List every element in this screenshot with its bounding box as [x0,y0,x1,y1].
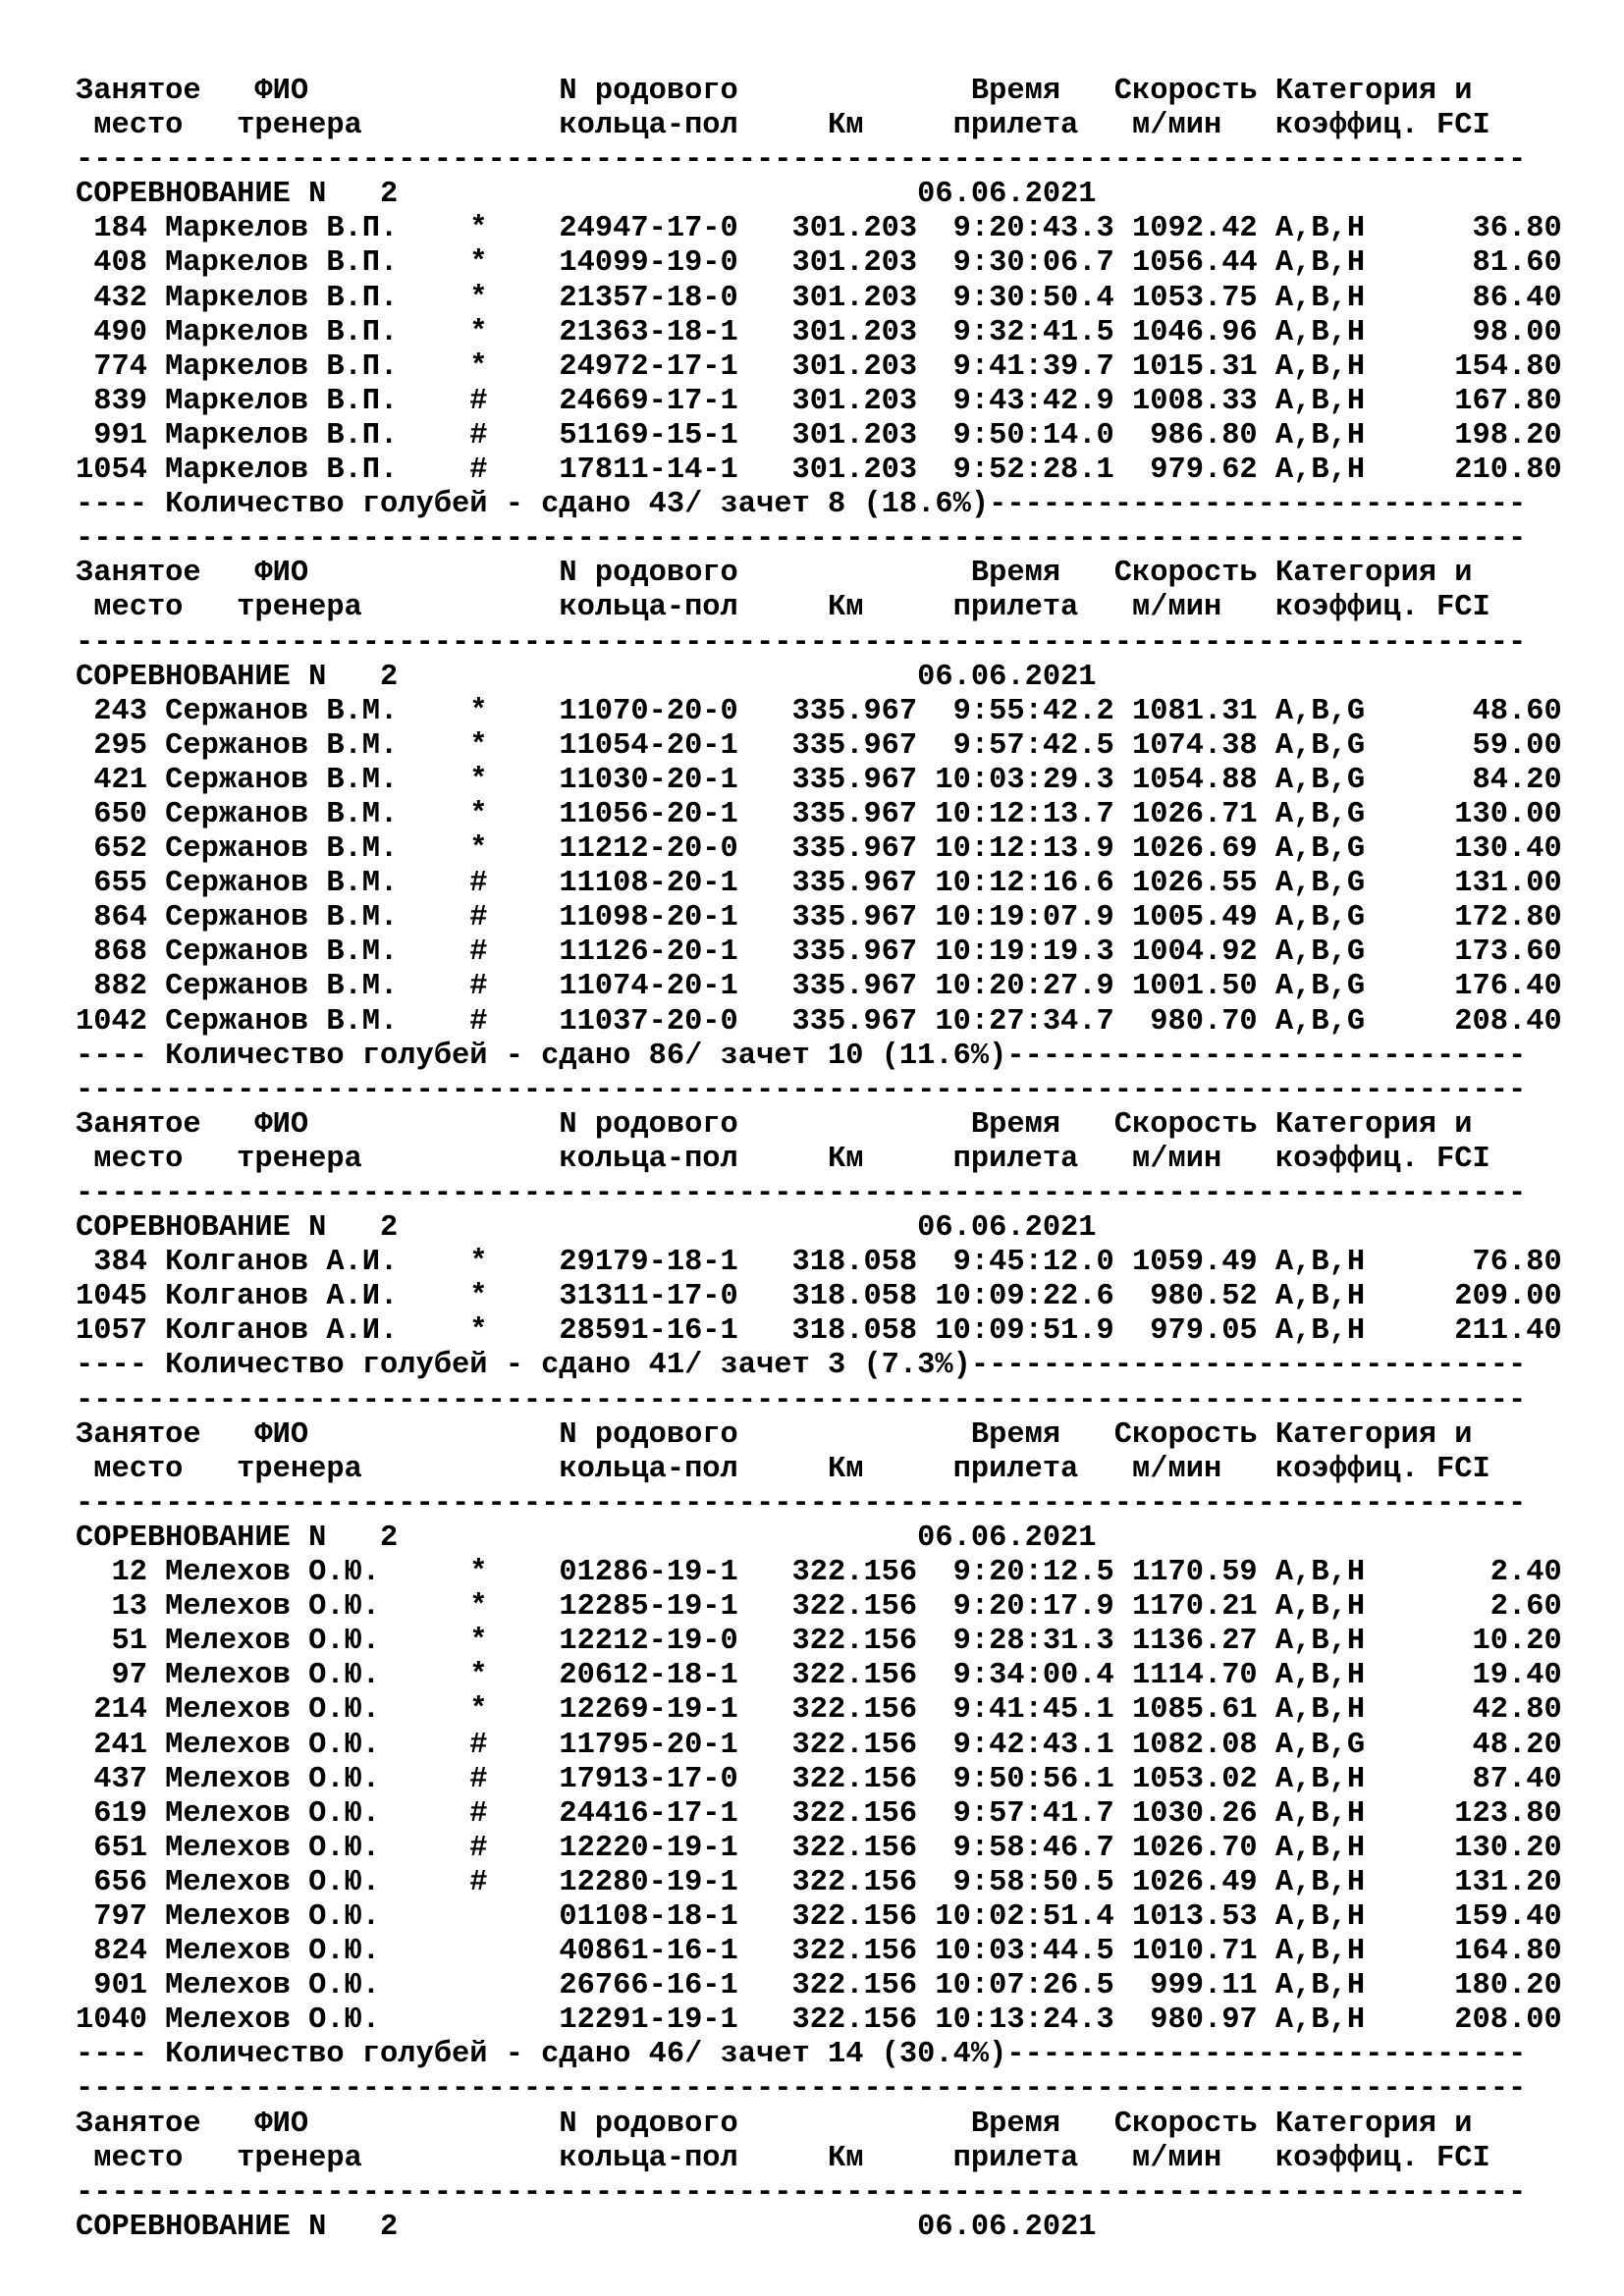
result-row: 214 Мелехов О.Ю. * 12269-19-1 322.156 9:41:45.1 1085.61 A,B,H 42.80 [76,1693,1562,1728]
result-row: 184 Маркелов В.П. * 24947-17-0 301.203 9:20:43.3 1092.42 A,B,H 36.80 [76,212,1562,246]
separator-line: --------------------------------------------------------------------------------- [76,625,1527,660]
separator-line: --------------------------------------------------------------------------------- [76,2175,1527,2210]
result-row: 490 Маркелов В.П. * 21363-18-1 301.203 9:32:41.5 1046.96 A,B,H 98.00 [76,315,1562,349]
result-row: 797 Мелехов О.Ю. 01108-18-1 322.156 10:02:51.4 1013.53 A,B,H 159.40 [76,1899,1562,1934]
result-row: 991 Маркелов В.П. # 51169-15-1 301.203 9:50:14.0 986.80 A,B,H 198.20 [76,418,1562,453]
result-row: 13 Мелехов О.Ю. * 12285-19-1 322.156 9:20:17.9 1170.21 A,B,H 2.60 [76,1590,1562,1625]
column-header: место тренера кольца-пол Км прилета м/мин коэффиц. FCI [76,2141,1490,2175]
summary-line: ---- Количество голубей - сдано 43/ зачет 8 (18.6%)------------------------------ [76,488,1527,522]
result-row: 437 Мелехов О.Ю. # 17913-17-0 322.156 9:50:56.1 1053.02 A,B,H 87.40 [76,1762,1562,1796]
result-row: 774 Маркелов В.П. * 24972-17-1 301.203 9:41:39.7 1015.31 A,B,H 154.80 [76,349,1562,384]
result-row: 1054 Маркелов В.П. # 17811-14-1 301.203 9:52:28.1 979.62 A,B,H 210.80 [76,454,1562,488]
column-header: место тренера кольца-пол Км прилета м/мин коэффиц. FCI [76,1452,1490,1486]
column-header: место тренера кольца-пол Км прилета м/мин коэффиц. FCI [76,591,1490,625]
result-row: 97 Мелехов О.Ю. * 20612-18-1 322.156 9:34:00.4 1114.70 A,B,H 19.40 [76,1659,1562,1693]
result-row: 1057 Колганов А.И. * 28591-16-1 318.058 10:09:51.9 979.05 A,B,H 211.40 [76,1314,1562,1349]
results-report [76,75,1562,2245]
separator-line: --------------------------------------------------------------------------------- [76,1383,1527,1417]
result-row: 295 Сержанов В.М. * 11054-20-1 335.967 9:57:42.5 1074.38 A,B,G 59.00 [76,728,1562,763]
column-header: Занятое ФИО N родового Время Скорость Категория и [76,75,1473,108]
result-row: 868 Сержанов В.М. # 11126-20-1 335.967 10:19:19.3 1004.92 A,B,G 173.60 [76,935,1562,970]
result-row: 384 Колганов А.И. * 29179-18-1 318.058 9:45:12.0 1059.49 A,B,H 76.80 [76,1246,1562,1280]
result-row: 1040 Мелехов О.Ю. 12291-19-1 322.156 10:13:24.3 980.97 A,B,H 208.00 [76,2003,1562,2038]
competition-header: СОРЕВНОВАНИЕ N 2 06.06.2021 [76,1521,1097,1555]
result-row: 421 Сержанов В.М. * 11030-20-1 335.967 10:03:29.3 1054.88 A,B,G 84.20 [76,763,1562,797]
separator-line: --------------------------------------------------------------------------------- [76,2072,1527,2107]
result-row: 652 Сержанов В.М. * 11212-20-0 335.967 10:12:13.9 1026.69 A,B,G 130.40 [76,832,1562,867]
result-row: 1042 Сержанов В.М. # 11037-20-0 335.967 10:27:34.7 980.70 A,B,G 208.40 [76,1004,1562,1039]
summary-line: ---- Количество голубей - сдано 86/ зачет 10 (11.6%)----------------------------- [76,1039,1527,1073]
separator-line: --------------------------------------------------------------------------------- [76,1177,1527,1210]
column-header: место тренера кольца-пол Км прилета м/мин коэффиц. FCI [76,109,1490,143]
result-row: 1045 Колганов А.И. * 31311-17-0 318.058 10:09:22.6 980.52 A,B,H 209.00 [76,1280,1562,1314]
result-row: 655 Сержанов В.М. # 11108-20-1 335.967 10:12:16.6 1026.55 A,B,G 131.00 [76,867,1562,901]
result-row: 12 Мелехов О.Ю. * 01286-19-1 322.156 9:20:12.5 1170.59 A,B,H 2.40 [76,1556,1562,1590]
result-row: 901 Мелехов О.Ю. 26766-16-1 322.156 10:07:26.5 999.11 A,B,H 180.20 [76,1969,1562,2003]
summary-line: ---- Количество голубей - сдано 46/ зачет 14 (30.4%)----------------------------- [76,2038,1527,2072]
result-row: 882 Сержанов В.М. # 11074-20-1 335.967 10:20:27.9 1001.50 A,B,G 176.40 [76,970,1562,1004]
result-row: 824 Мелехов О.Ю. 40861-16-1 322.156 10:03:44.5 1010.71 A,B,H 164.80 [76,1935,1562,1969]
result-row: 243 Сержанов В.М. * 11070-20-0 335.967 9:55:42.2 1081.31 A,B,G 48.60 [76,694,1562,728]
separator-line: --------------------------------------------------------------------------------- [76,143,1527,178]
competition-header: СОРЕВНОВАНИЕ N 2 06.06.2021 [76,1211,1097,1246]
result-row: 51 Мелехов О.Ю. * 12212-19-0 322.156 9:28:31.3 1136.27 A,B,H 10.20 [76,1625,1562,1659]
result-row: 656 Мелехов О.Ю. # 12280-19-1 322.156 9:58:50.5 1026.49 A,B,H 131.20 [76,1865,1562,1899]
result-row: 408 Маркелов В.П. * 14099-19-0 301.203 9:30:06.7 1056.44 A,B,H 81.60 [76,246,1562,281]
competition-header: СОРЕВНОВАНИЕ N 2 06.06.2021 [76,178,1097,212]
result-row: 651 Мелехов О.Ю. # 12220-19-1 322.156 9:58:46.7 1026.70 A,B,H 130.20 [76,1831,1562,1865]
column-header: Занятое ФИО N родового Время Скорость Категория и [76,1107,1473,1142]
result-row: 650 Сержанов В.М. * 11056-20-1 335.967 10:12:13.7 1026.71 A,B,G 130.00 [76,797,1562,831]
result-row: 619 Мелехов О.Ю. # 24416-17-1 322.156 9:57:41.7 1030.26 A,B,H 123.80 [76,1796,1562,1831]
result-row: 839 Маркелов В.П. # 24669-17-1 301.203 9:43:42.9 1008.33 A,B,H 167.80 [76,384,1562,418]
separator-line: --------------------------------------------------------------------------------- [76,1073,1527,1107]
separator-line: --------------------------------------------------------------------------------- [76,522,1527,557]
competition-header: СОРЕВНОВАНИЕ N 2 06.06.2021 [76,660,1097,694]
column-header: Занятое ФИО N родового Время Скорость Категория и [76,2107,1473,2141]
result-row: 864 Сержанов В.М. # 11098-20-1 335.967 10:19:07.9 1005.49 A,B,G 172.80 [76,901,1562,935]
result-row: 432 Маркелов В.П. * 21357-18-0 301.203 9:30:50.4 1053.75 A,B,H 86.40 [76,281,1562,315]
column-header: Занятое ФИО N родового Время Скорость Категория и [76,1417,1473,1452]
result-row: 241 Мелехов О.Ю. # 11795-20-1 322.156 9:42:43.1 1082.08 A,B,G 48.20 [76,1728,1562,1762]
competition-header: СОРЕВНОВАНИЕ N 2 06.06.2021 [76,2210,1097,2244]
separator-line: --------------------------------------------------------------------------------- [76,1486,1527,1521]
column-header: место тренера кольца-пол Км прилета м/мин коэффиц. FCI [76,1142,1490,1176]
column-header: Занятое ФИО N родового Время Скорость Категория и [76,557,1473,591]
summary-line: ---- Количество голубей - сдано 41/ зачет 3 (7.3%)------------------------------- [76,1349,1527,1383]
